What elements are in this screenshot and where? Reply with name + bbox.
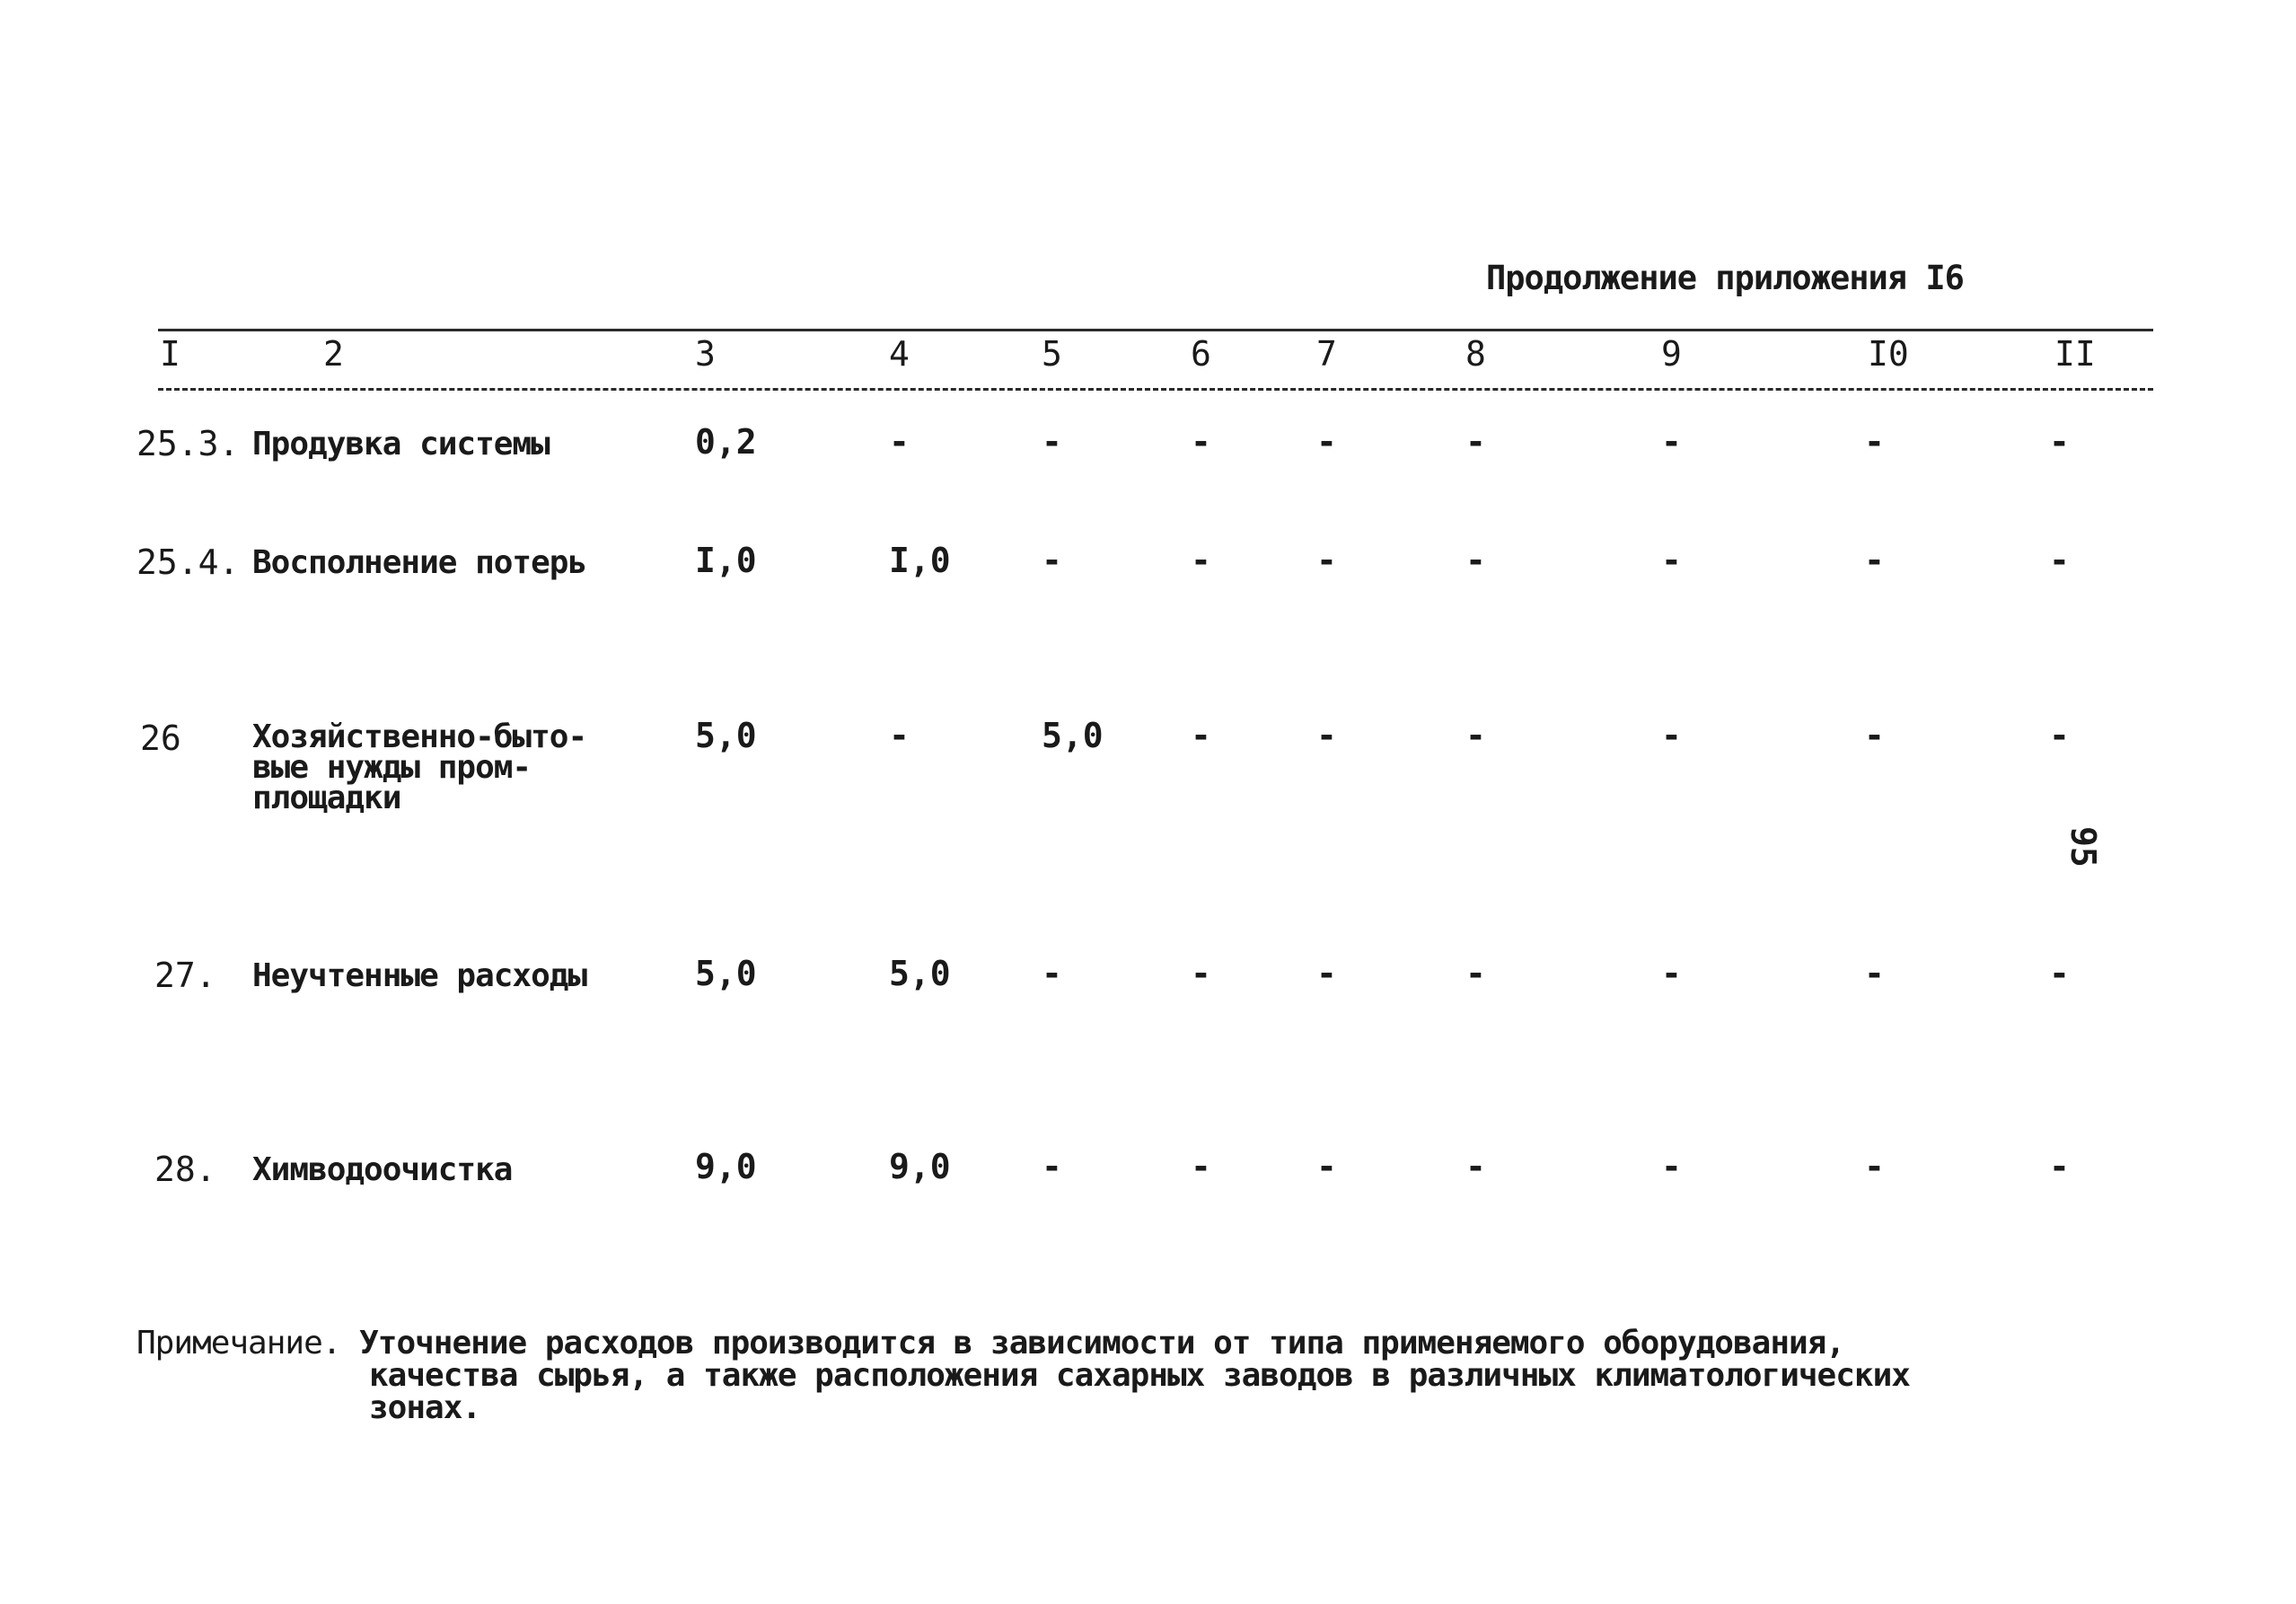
cell-col-7: - xyxy=(1316,954,1337,993)
cell-col-4: - xyxy=(889,716,910,755)
cell-col-3: 0,2 xyxy=(695,422,757,462)
column-header-6: 6 xyxy=(1191,334,1211,374)
column-header-1: I xyxy=(160,334,180,374)
row-number: 25.4. xyxy=(136,542,240,582)
cell-col-11: - xyxy=(2049,541,2070,580)
cell-col-11: - xyxy=(2049,716,2070,755)
cell-col-7: - xyxy=(1316,541,1337,580)
column-header-3: 3 xyxy=(695,334,716,374)
row-label-line-2: вые нужды пром- xyxy=(252,749,532,786)
row-number: 27. xyxy=(154,956,216,995)
cell-col-8: - xyxy=(1465,541,1486,580)
cell-col-9: - xyxy=(1661,716,1682,755)
footnote-line-1 xyxy=(136,1327,1910,1360)
column-header-11: II xyxy=(2054,334,2096,374)
cell-col-5: - xyxy=(1042,1147,1062,1186)
page-number: 95 xyxy=(2063,826,2103,868)
cell-col-9: - xyxy=(1661,1147,1682,1186)
cell-col-4: - xyxy=(889,422,910,462)
table-header-rule xyxy=(158,388,2153,391)
cell-col-5: 5,0 xyxy=(1042,716,1104,755)
footnote-text-1: Уточнение расходов производится в зависимости от типа применяемого оборудования, xyxy=(359,1325,1845,1362)
cell-col-11: - xyxy=(2049,1147,2070,1186)
column-header-9: 9 xyxy=(1661,334,1682,374)
cell-col-4: I,0 xyxy=(889,541,951,580)
row-label-line-1: Хозяйственно-быто- xyxy=(252,718,587,755)
cell-col-7: - xyxy=(1316,422,1337,462)
cell-col-8: - xyxy=(1465,954,1486,993)
row-label: Неучтенные расходы xyxy=(252,957,587,994)
column-header-8: 8 xyxy=(1465,334,1486,374)
cell-col-6: - xyxy=(1191,954,1211,993)
row-number: 28. xyxy=(154,1150,216,1189)
cell-col-9: - xyxy=(1661,954,1682,993)
cell-col-8: - xyxy=(1465,716,1486,755)
cell-col-9: - xyxy=(1661,422,1682,462)
footnote xyxy=(136,1327,1910,1424)
cell-col-11: - xyxy=(2049,954,2070,993)
page-caption: Продолжение приложения I6 xyxy=(1486,259,1964,297)
cell-col-11: - xyxy=(2049,422,2070,462)
cell-col-5: - xyxy=(1042,954,1062,993)
column-header-10: I0 xyxy=(1868,334,1909,374)
row-label: Восполнение потерь xyxy=(252,544,587,581)
cell-col-10: - xyxy=(1864,422,1885,462)
row-number: 25.3. xyxy=(136,424,240,463)
row-label: Химводоочистка xyxy=(252,1151,513,1188)
cell-col-9: - xyxy=(1661,541,1682,580)
cell-col-6: - xyxy=(1191,541,1211,580)
row-label-line-3: площадки xyxy=(252,780,401,816)
cell-col-5: - xyxy=(1042,541,1062,580)
footnote-line-3: зонах. xyxy=(369,1389,481,1426)
column-header-4: 4 xyxy=(889,334,910,374)
footnote-line-2: качества сырья, а также расположения сахарных заводов в различных климатологических xyxy=(369,1357,1910,1394)
cell-col-3: I,0 xyxy=(695,541,757,580)
cell-col-10: - xyxy=(1864,954,1885,993)
cell-col-8: - xyxy=(1465,422,1486,462)
cell-col-10: - xyxy=(1864,541,1885,580)
column-header-7: 7 xyxy=(1316,334,1337,374)
cell-col-6: - xyxy=(1191,422,1211,462)
cell-col-4: 9,0 xyxy=(889,1147,951,1186)
footnote-lead: Примечание. xyxy=(136,1325,341,1362)
cell-col-10: - xyxy=(1864,716,1885,755)
cell-col-5: - xyxy=(1042,422,1062,462)
cell-col-8: - xyxy=(1465,1147,1486,1186)
cell-col-10: - xyxy=(1864,1147,1885,1186)
cell-col-7: - xyxy=(1316,1147,1337,1186)
cell-col-6: - xyxy=(1191,716,1211,755)
cell-col-7: - xyxy=(1316,716,1337,755)
cell-col-4: 5,0 xyxy=(889,954,951,993)
row-label: Продувка системы xyxy=(252,426,550,463)
cell-col-3: 9,0 xyxy=(695,1147,757,1186)
cell-col-3: 5,0 xyxy=(695,716,757,755)
column-header-5: 5 xyxy=(1042,334,1062,374)
cell-col-3: 5,0 xyxy=(695,954,757,993)
table-top-rule xyxy=(158,329,2153,331)
row-number: 26 xyxy=(140,718,181,758)
column-header-2: 2 xyxy=(323,334,344,374)
cell-col-6: - xyxy=(1191,1147,1211,1186)
